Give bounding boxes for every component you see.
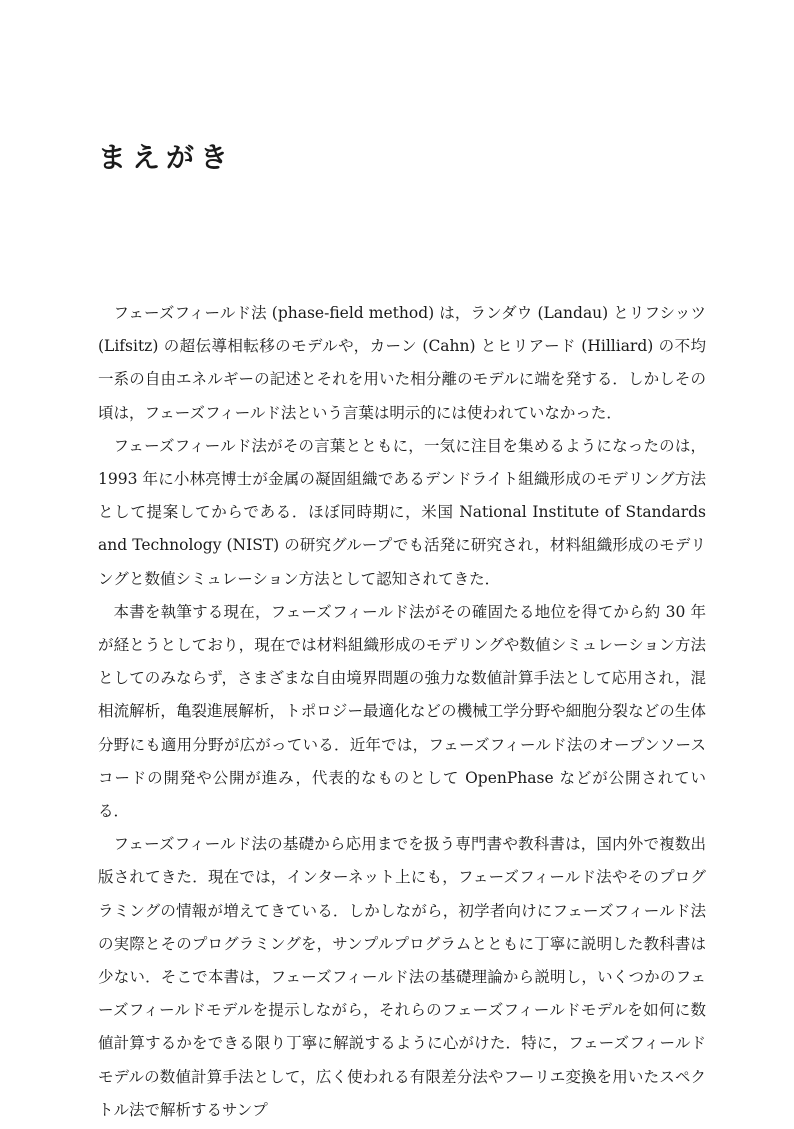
page-title: まえがき	[98, 141, 235, 174]
paragraph: フェーズフィールド法 (phase-field method) は，ランダウ (Landau) とリフシッツ (Lifsitz) の超伝導相転移のモデルや，カーン (Cahn) とヒリアード (Hilliard) の不均一系の自由エネルギーの記述とそれを用いた相分離のモデルに端を発する．しかしその頃は，フェーズフィールド法という言葉は明示的には使われていなかった．	[98, 304, 706, 422]
paragraph: フェーズフィールド法がその言葉とともに，一気に注目を集めるようになったのは，1993 年に小林亮博士が金属の凝固組織であるデンドライト組織形成のモデリング方法として提案してからである．ほぼ同時期に，米国 National Institute of Standards and Technology (NIST) の研究グループでも活発に研究され，材料組織形成のモデリングと数値シミュレーション方法として認知されてきた．	[98, 436, 706, 588]
preface-body	[98, 297, 706, 1127]
paragraph: フェーズフィールド法の基礎から応用までを扱う専門書や教科書は，国内外で複数出版されてきた．現在では，インターネット上にも，フェーズフィールド法やそのプログラミングの情報が増えてきている．しかしながら，初学者向けにフェーズフィールド法の実際とそのプログラミングを，サンプルプログラムとともに丁寧に説明した教科書は少ない．そこで本書は，フェーズフィールド法の基礎理論から説明し，いくつかのフェーズフィールドモデルを提示しながら，それらのフェーズフィールドモデルを如何に数値計算するかをできる限り丁寧に解説するように心がけた．特に，フェーズフィールドモデルの数値計算手法として，広く使われる有限差分法やフーリエ変換を用いたスペクトル法で解析するサンプ	[98, 835, 706, 1119]
paragraph: 本書を執筆する現在，フェーズフィールド法がその確固たる地位を得てから約 30 年が経とうとしており，現在では材料組織形成のモデリングや数値シミュレーション方法としてのみならず，さまざまな自由境界問題の強力な数値計算手法として応用され，混相流解析，亀裂進展解析，トポロジー最適化などの機械工学分野や細胞分裂などの生体分野にも適用分野が広がっている．近年では，フェーズフィールド法のオープンソースコードの開発や公開が進み，代表的なものとして OpenPhase などが公開されている．	[98, 602, 706, 821]
